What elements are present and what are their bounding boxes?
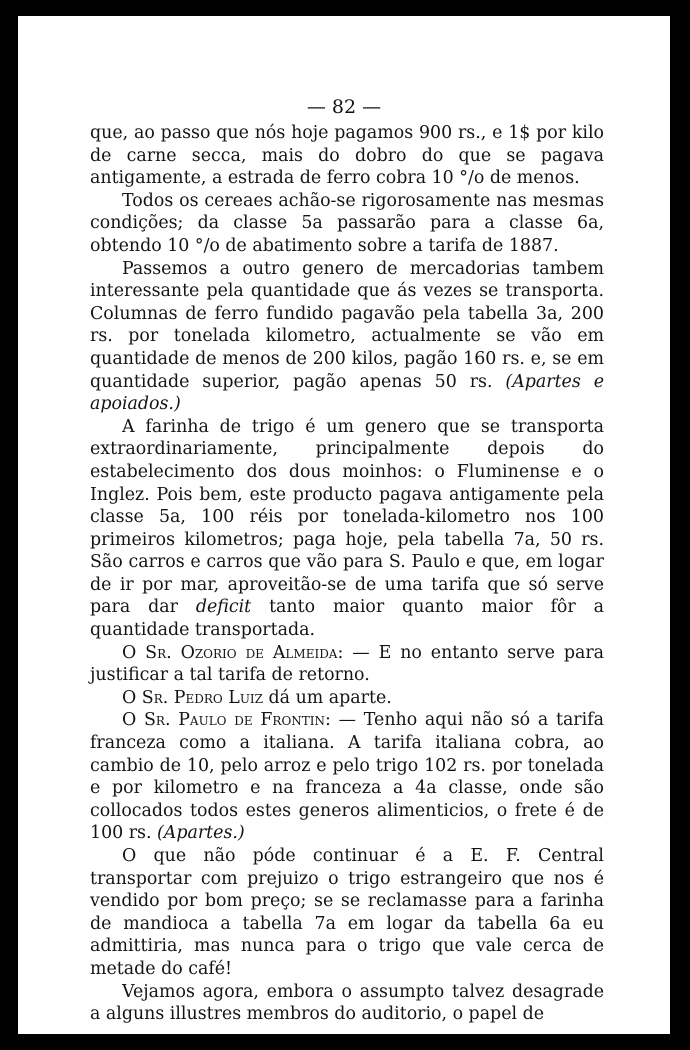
italic-aside: (Apartes e apoiados.) <box>90 371 604 415</box>
speaker-paragraph: O Sr. Paulo de Frontin: — Tenho aqui não só a tarifa franceza como a italiana. A tarifa italiana cobra, ao cambio de 10, pelo arroz e pelo trigo 102 rs. por tonelada e por kilometro e na franceza a 4a classe, onde são collocados todos estes generos alimenticios, o frete é de 100 rs. (Apartes.) <box>90 710 604 844</box>
speaker-name: O Sr. Pedro Luiz <box>122 687 264 708</box>
speaker-name: O Sr. Ozorio de Almeida: <box>122 642 344 663</box>
italic-aside: (Apartes.) <box>157 823 245 844</box>
paragraph: Passemos a outro genero de mercadorias tambem interessante pela quantidade que ás vezes se transporta. Columnas de ferro fundido pagavão pela tabella 3a, 200 rs. por tonelada kilometro, actualmente se vão em quantidade de menos de 200 kilos, pagão 160 rs. e, se em quantidade superior, pagão apenas 50 rs. (Apartes e apoiados.) <box>90 258 604 415</box>
page-number: — 82 — <box>306 96 382 118</box>
paragraph: que, ao passo que nós hoje pagamos 900 rs., e 1$ por kilo de carne secca, mais do dobro do que se pagava antigamente, a estrada de ferro cobra 10 °/o de menos. <box>90 123 604 189</box>
italic-term: deficit <box>195 597 252 618</box>
paragraph: A farinha de trigo é um genero que se transporta extraordinariamente, principalmente depois do estabelecimento dos dous moinhos: o Fluminense e o Inglez. Pois bem, este producto pagava antigamente pela classe 5a, 100 réis por tonelada-kilometro nos 100 primeiros kilometros; paga hoje, pela tabella 7a, 50 rs. São carros e carros que vão para S. Paulo e que, em logar de ir por mar, aproveitão-se de uma tarifa que só serve para dar deficit tanto maior quanto maior fôr a quantidade transportada. <box>90 416 604 641</box>
speaker-name: O Sr. Paulo de Frontin: <box>122 710 331 731</box>
speaker-paragraph: O Sr. Pedro Luiz dá um aparte. <box>122 687 392 708</box>
paragraph: Vejamos agora, embora o assumpto talvez desagrade a alguns illustres membros do auditorio, o papel de <box>90 981 604 1025</box>
paragraph: Todos os cereaes achão-se rigorosamente nas mesmas condições; da classe 5a passarão para a classe 6a, obtendo 10 °/o de abatimento sobre a tarifa de 1887. <box>90 190 604 256</box>
book-page <box>18 16 670 1034</box>
speaker-paragraph: O Sr. Ozorio de Almeida: — E no entanto serve para justificar a tal tarifa de retorno. <box>90 642 605 686</box>
paragraph: O que não póde continuar é a E. F. Central transportar com prejuizo o trigo estrangeiro que nos é vendido por bom preço; se se reclamasse para a farinha de mandioca a tabella 7a em logar da tabella 6a eu admittiria, mas nunca para o trigo que vale cerca de metade do café! <box>90 846 604 979</box>
body-text <box>90 122 604 1026</box>
